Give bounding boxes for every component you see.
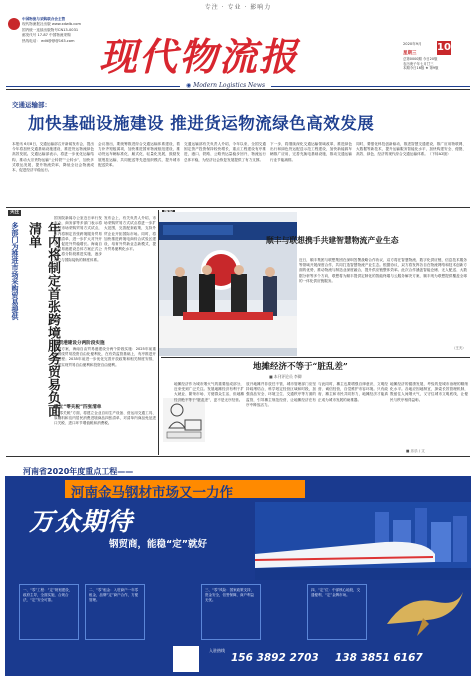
ad-divider [6,456,470,457]
eagle-icon [377,584,467,640]
ad-train-city-image [255,502,471,580]
lead-body-col-1: 本报讯 6月8日，交通运输部召开新闻发布会，提出今年将加快交通基础设施建设，推进货运物流绿色高效发展。交通运输部表示，将进一步优化运输结构，推动大宗货物运输“公转铁”“公转水”，加快多式联运发展，提升物流效率，降低全社会物流成本，促进经济平稳运行。 [12,142,94,173]
section-tag-focus: 关注 [10,210,19,215]
publisher-line: 邮发代号 17-87 中国物流采购 [22,33,71,38]
focus-subsection-2 [54,402,156,459]
publisher-line: 中国物流与采购联合会主管 [22,17,66,21]
newspaper-logo-title: 现代物流报 [99,34,300,79]
essay-body-col-2: 放开地摊并非放任不管，城市管理部门应坚持疏堵结合，科学划定经营区域和时段，加强食品安全、环境卫生、交通秩序等方面的监管，引导摊主规范经营，让地摊经济在有序中释放活力。 [246,382,316,407]
focus-subsection-2-body: 在“零关税”方面，将建立企业自用生产设备、营运用交通工具、原辅料和岛内居民消费进境商品四张清单，对清单内商品免征进口关税、进口环节增值税和消费税。 [54,411,156,426]
ad-header-text: 河南省2020年度重点工程—— [23,467,134,476]
english-title-text: Modern Logistics News [193,82,266,89]
ad-small-slogan: 钢贸商，能稳“定”就好 [109,539,207,550]
ad-big-slogan: 万众期待 [29,507,134,536]
banner-rule-thin [6,89,470,90]
essay-body-col-1: 地摊经济作为城市烟火气的重要组成部分，近来受到广泛关注。发展地摊经济有利于扩大就业、繁荣市场、方便群众生活，但地摊经济绝不等于“脏乱差”，更不是无序经营。 [174,382,244,402]
section-divider [6,207,470,208]
issue-date: 2020年9月 [403,42,422,46]
picture-story-title: 顺丰与联想携手共建智慧物流产业生态 [266,236,399,245]
issue-weekday: 星期三 [403,51,417,56]
lead-body-col-2: 会议指出，要统筹推进综合交通运输体系建设，着力补齐短板弱项，加快推进国家物流枢纽建设，推动货运车辆标准化、厢式化、轻量化发展，鼓励发展甩挂运输、共同配送等先进组织模式，提升城市配送效率。 [98,142,180,167]
focus-subhead: 自贸港建设分两阶段实施 [54,341,105,346]
essay-title: 地摊经济不等于“脏乱差” [253,362,348,372]
qr-code-icon [173,646,199,672]
lead-kicker: 交通运输部： [12,101,51,109]
publisher-line: 热线电话： edit@@@163.com [22,38,75,43]
ad-feature-box: 二、“零”租金：入驻商户一年零租金，品牌“定”商户合作，方便管理。 [85,584,145,640]
hotline-label: 入驻热线 [209,648,225,653]
focus-subhead: 建立“零关税”四张清单 [54,405,102,410]
lead-body-col-5: 同时，要强化科技创新驱动，推进智慧交通建设，推广应用物联网、大数据等新技术，提升运输服务智能化水平，加快构建安全、便捷、高效、绿色、经济的现代综合交通运输体系。（下转A2版） [356,142,466,157]
phone-number-2: 138 3851 6167 [335,652,423,664]
picture-story-body: 近日，顺丰集团与联想集团在深圳签署战略合作协议，双方将在智慧物流、数字化供应链、信息技术服务等领域开展深度合作，共同打造智慧物流产业生态。根据协议，双方将发挥各自在物流网络和技术创新方面的优势，推动物流与制造业深度融合，提升供应链整体效率。此次合作涵盖智能仓储、无人配送、大数据分析等多个方向，联想将为顺丰提供定制化的智能终端与云服务解决方案，顺丰则为联想提供覆盖全球的一体化供应链服务。 [299,258,467,283]
essay-body-col-3: 与此同时，摊主也要增强自律意识，文明经营、诚信经营，自觉维护市容环境。只有政府、摊主和市民共同努力，地摊经济才能真正成为城市发展的助推器。 [318,382,388,402]
publisher-line: 现代物流报社出版 www.xdwlb.com [22,22,81,27]
masthead [0,0,476,88]
section-divider [161,357,470,358]
publisher-line: 国内统一连续出版物号CN13-0031 [22,27,79,32]
focus-vertical-headline: 年内将制定首张跨境服务贸易负面清单 [26,222,60,417]
issue-day-badge: 10 [437,42,451,53]
focus-subsection-1-body: 根据方案，海南自由贸易港建设分两个阶段实施：2025年前重点围绕贸易投资自由化便利化，在有效监管基础上，有序推进开放进程；2035年前进一步优化完善开放政策和相关制度安排，全面实现贸易自由便利和投资自由便利。 [54,347,156,367]
ad-feature-box: 三、“零”风险：国家政策支持，资金安全，信誉保障，商户利益无忧。 [201,584,261,640]
issue-detail-line: 总第0000期 今日20版 [403,57,438,61]
focus-body-col-2: 发布会上，有关负责人介绍，市场采购贸易方式试点将进一步扩大范围，完善配套政策，支持外贸企业开拓国际市场。同时，将加快推进跨境电商综合试验区建设，培育外贸新业态新模式，提升贸易便利化水平。 [104,216,156,252]
ad-feature-box: 四、“定”位：中部核心地段，交通便利，“定”金牌市场。 [307,584,367,640]
essay-body-col-4: 地摊经济的健康发展，考验的是城市治理的精细化水平。各地应因地制宜，探索长效管理机制，既留住人间烟火气，又守住城市文明底线，让便民与秩序相得益彰。 [390,382,468,402]
publisher-info [22,17,94,44]
english-title [180,82,271,89]
lead-body-col-4: 下一步，将继续深化交通运输领域改革，推进绿色出行和绿色货运配送示范工程建设，加快新能源车辆推广应用，完善充换电基础设施，推动交通运输行业节能减排。 [270,142,352,162]
issue-detail-line: 农历庚子年七月廿三 [403,61,434,66]
essay-byline: ■ 本刊评论员 李卿 [269,374,302,379]
event-photo-image [159,212,297,356]
focus-body-col-1: 国务院新闻办公室近日举行发布会，商务部等多部门表示将推进市场采购贸易方式试点，年内将制定首张跨境服务贸易负面清单，进一步扩大对外开放，促进外贸稳增长。海南自由贸易港建设总体方案正式公布，将分阶段推进实施，逐步建立与国际接轨的制度体系。 [54,216,102,262]
focus-subsection-1 [54,338,156,407]
advertisement [5,462,471,676]
ad-title-text: 河南金马钢材市场又一力作 [71,485,233,501]
globe-icon: ◉ [186,82,194,89]
lead-headline: 加快基础设施建设 推进货运物流绿色高效发展 [28,114,375,133]
issue-details [403,57,473,71]
event-photo [159,212,297,356]
issue-detail-line: 本期今日16版 ★ 第9版 [403,66,439,71]
logo-seal-icon [8,18,20,30]
essay-footer-ref: ■ 乐乐 / 文 [406,449,425,453]
phone-number-1: 156 3892 2703 [231,652,319,664]
lead-body-col-3: 交通运输部有关负责人介绍，今年以来，全国交通固定资产投资保持较快增长，重点工程建设有序推进，港口、铁路、公路货运量稳步回升，物流运行总体平稳，为经济社会恢复发展提供了有力支撑。 [184,142,266,162]
picture-story-caption: （王天） [452,346,466,350]
masthead-slogan: 专注 · 专业 · 影响力 [204,4,272,11]
ad-feature-box: 一、“零”工程：“定”规划建设，政府主导，全面实施，合规合法，“定”安全可靠。 [19,584,79,640]
focus-vertical-kicker: 多部门为推进市场采购贸易提供 [11,222,19,320]
